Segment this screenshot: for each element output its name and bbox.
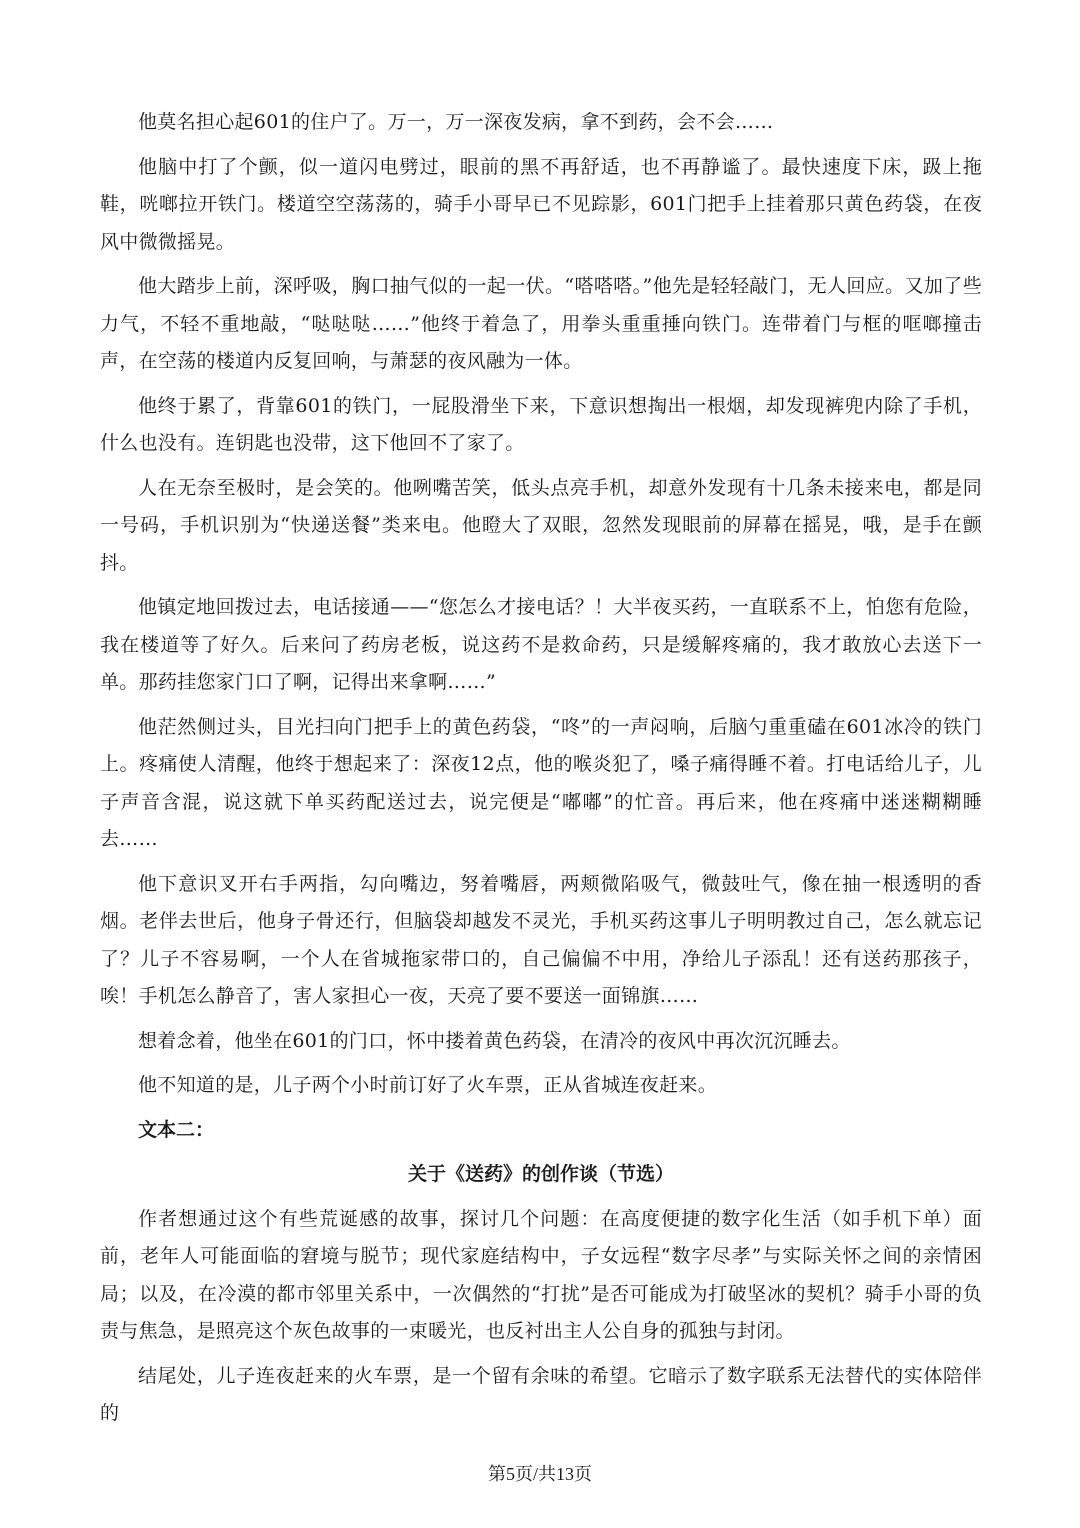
paragraph: 他下意识叉开右手两指，勾向嘴边，努着嘴唇，两颊微陷吸气，微鼓吐气，像在抽一根透明的香烟。老伴去世后，他身子骨还行，但脑袋却越发不灵光，手机买药这事儿子明明教过自己，怎么就忘记了？儿子不容易啊，一个人在省城拖家带口的，自己偏偏不中用，净给儿子添乱！还有送药那孩子，唉！手机怎么静音了，害人家担心一夜，天亮了要不要送一面锦旗…… bbox=[100, 872, 982, 1007]
paragraph: 他脑中打了个颤，似一道闪电劈过，眼前的黑不再舒适，也不再静谧了。最快速度下床，趿上拖鞋，咣啷拉开铁门。楼道空空荡荡的，骑手小哥早已不见踪影，601门把手上挂着那只黄色药袋，在夜风中微微摇晃。 bbox=[100, 155, 982, 253]
section-label: 文本二： bbox=[138, 1118, 215, 1141]
paragraph: 他终于累了，背靠601的铁门，一屁股滑坐下来，下意识想掏出一根烟，却发现裤兜内除了手机，什么也没有。连钥匙也没带，这下他回不了家了。 bbox=[100, 394, 982, 454]
article-title: 关于《送药》的创作谈（节选） bbox=[407, 1163, 674, 1185]
paragraph: 他镇定地回拨过去，电话接通——“您怎么才接电话？！大半夜买药，一直联系不上，怕您有危险，我在楼道等了好久。后来问了药房老板，说这药不是救命药，只是缓解疼痛的，我才敢放心去送下一单。那药挂您家门口了啊，记得出来拿啊……” bbox=[100, 596, 982, 693]
paragraph: 他不知道的是，儿子两个小时前订好了火车票，正从省城连夜赶来。 bbox=[138, 1074, 718, 1096]
document-body bbox=[100, 104, 982, 1440]
paragraph: 结尾处，儿子连夜赶来的火车票，是一个留有余味的希望。它暗示了数字联系无法替代的实体陪伴的 bbox=[100, 1364, 982, 1424]
paragraph: 作者想通过这个有些荒诞感的故事，探讨几个问题：在高度便捷的数字化生活（如手机下单）面前，老年人可能面临的窘境与脱节；现代家庭结构中，子女远程“数字尽孝”与实际关怀之间的亲情困局；以及，在冷漠的都市邻里关系中，一次偶然的“打扰”是否可能成为打破坚冰的契机？骑手小哥的负责与焦急，是照亮这个灰色故事的一束暖光，也反衬出主人公自身的孤独与封闭。 bbox=[100, 1207, 982, 1342]
paragraph: 想着念着，他坐在601的门口，怀中搂着黄色药袋，在清冷的夜风中再次沉沉睡去。 bbox=[138, 1029, 851, 1052]
paragraph: 人在无奈至极时，是会笑的。他咧嘴苦笑，低头点亮手机，却意外发现有十几条未接来电，都是同一号码，手机识别为“快递送餐”类来电。他瞪大了双眼，忽然发现眼前的屏幕在摇晃，哦，是手在颤抖。 bbox=[100, 476, 982, 574]
paragraph: 他茫然侧过头，目光扫向门把手上的黄色药袋，“咚”的一声闷响，后脑勺重重磕在601冰冷的铁门上。疼痛使人清醒，他终于想起来了：深夜12点，他的喉炎犯了，嗓子痛得睡不着。打电话给儿子，儿子声音含混，说这就下单买药配送过去，说完便是“嘟嘟”的忙音。再后来，他在疼痛中迷迷糊糊睡去…… bbox=[100, 715, 982, 850]
paragraph: 他莫名担心起601的住户了。万一，万一深夜发病，拿不到药，会不会…… bbox=[138, 111, 774, 133]
page-number: 第5页/共13页 bbox=[487, 1464, 592, 1484]
paragraph: 他大踏步上前，深呼吸，胸口抽气似的一起一伏。“嗒嗒嗒。”他先是轻轻敲门，无人回应。又加了些力气，不轻不重地敲，“哒哒哒……”他终于着急了，用拳头重重捶向铁门。连带着门与框的哐啷撞击声，在空荡的楼道内反复回响，与萧瑟的夜风融为一体。 bbox=[100, 275, 982, 372]
